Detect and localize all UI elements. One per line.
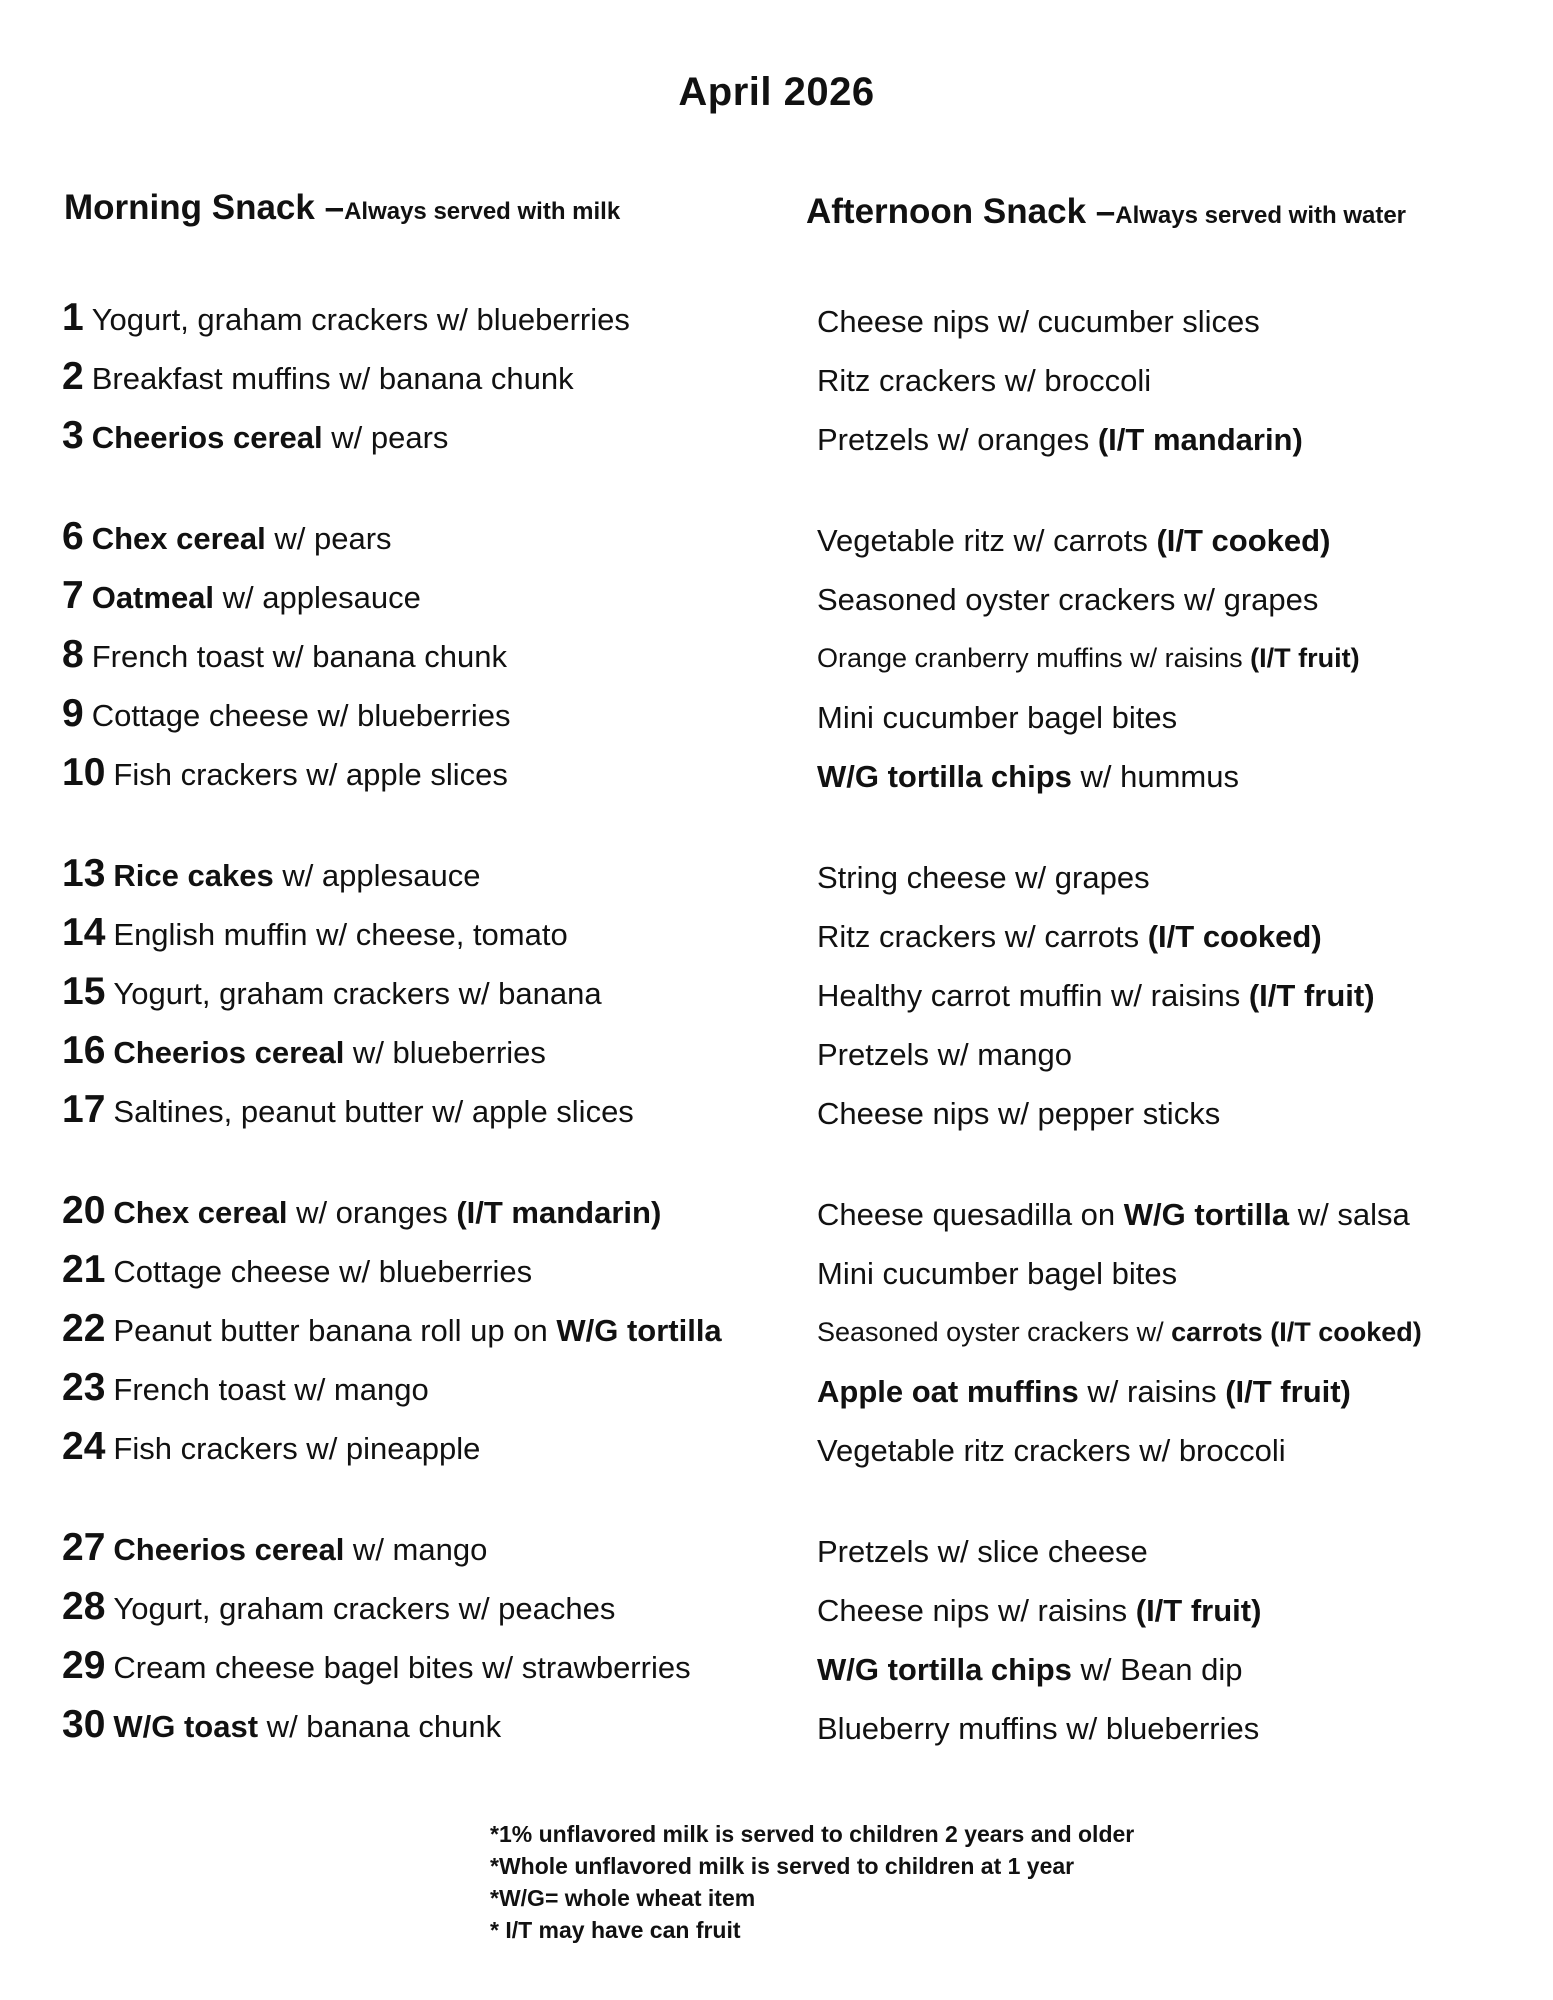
item-text: Mini cucumber bagel bites (817, 700, 1178, 735)
item-bold-text: Chex cereal (91, 521, 266, 556)
morning-snack-list (62, 288, 802, 1754)
afternoon-heading-label: Afternoon Snack – (806, 192, 1116, 231)
item-text: Fish crackers w/ apple slices (113, 757, 508, 792)
item-text: Seasoned oyster crackers w/ (817, 1317, 1172, 1347)
morning-snack-row (62, 1358, 802, 1417)
item-text: Yogurt, graham crackers w/ blueberries (91, 302, 630, 337)
item-text: Fish crackers w/ pineapple (113, 1431, 481, 1466)
item-bold-note: (I/T mandarin) (1097, 422, 1303, 457)
item-text: Mini cucumber bagel bites (817, 1256, 1178, 1291)
item-text: w/ Bean dip (1071, 1652, 1243, 1687)
morning-snack-row (62, 566, 802, 625)
item-tail-text: w/ salsa (1289, 1197, 1410, 1232)
week-gap (817, 1480, 1553, 1522)
item-text: Cheese nips w/ pepper sticks (817, 1096, 1221, 1131)
item-text: w/ applesauce (214, 580, 421, 615)
afternoon-snack-row (817, 351, 1553, 410)
afternoon-snack-row (817, 1084, 1553, 1143)
afternoon-snack-row (817, 1025, 1553, 1084)
item-text: Pretzels w/ mango (817, 1037, 1072, 1072)
day-number: 8 (62, 633, 84, 676)
day-number: 10 (62, 751, 106, 794)
day-number: 9 (62, 692, 84, 735)
afternoon-snack-row (817, 1303, 1553, 1362)
day-number: 13 (62, 852, 106, 895)
item-text: Ritz crackers w/ broccoli (817, 363, 1152, 398)
day-number: 30 (62, 1703, 106, 1746)
item-text: Cottage cheese w/ blueberries (113, 1254, 533, 1289)
item-bold-text: Cheerios cereal (91, 420, 323, 455)
day-number: 21 (62, 1248, 106, 1291)
item-bold-text: Cheerios cereal (113, 1532, 345, 1567)
morning-snack-row (62, 288, 802, 347)
item-text: Pretzels w/ slice cheese (817, 1534, 1148, 1569)
morning-snack-row (62, 625, 802, 684)
item-bold-note: (I/T fruit) (1135, 1593, 1262, 1628)
item-text: Seasoned oyster crackers w/ grapes (817, 582, 1319, 617)
afternoon-snack-row (817, 1185, 1553, 1244)
item-bold-text: W/G tortilla chips (817, 1652, 1072, 1687)
morning-snack-heading (64, 188, 620, 228)
footnote: * I/T may have can fruit (490, 1917, 741, 1943)
day-number: 15 (62, 970, 106, 1013)
item-text: Cheese quesadilla on (817, 1197, 1124, 1232)
week-gap (817, 469, 1553, 511)
afternoon-snack-row (817, 848, 1553, 907)
item-text: Cream cheese bagel bites w/ strawberries (113, 1650, 691, 1685)
day-number: 14 (62, 911, 106, 954)
footnote: *Whole unflavored milk is served to children at 1 year (490, 1853, 1075, 1879)
item-text: String cheese w/ grapes (817, 860, 1150, 895)
item-text: Orange cranberry muffins w/ raisins (817, 643, 1251, 673)
day-number: 2 (62, 355, 84, 398)
item-bold-note: (I/T fruit) (1248, 978, 1375, 1013)
item-bold-text: Chex cereal (113, 1195, 288, 1230)
item-bold-note: (I/T fruit) (1250, 643, 1360, 673)
item-bold-note: (I/T cooked) (1156, 523, 1331, 558)
item-text: Cheese nips w/ raisins (817, 1593, 1136, 1628)
footnote: *W/G= whole wheat item (490, 1885, 756, 1911)
day-number: 17 (62, 1088, 106, 1131)
item-text: w/ banana chunk (258, 1709, 502, 1744)
item-text: w/ pears (322, 420, 449, 455)
item-bold-text: W/G toast (113, 1709, 259, 1744)
item-bold-note: W/G tortilla (556, 1313, 722, 1348)
morning-snack-row (62, 1181, 802, 1240)
day-number: 27 (62, 1526, 106, 1569)
day-number: 24 (62, 1425, 106, 1468)
item-bold-note: (I/T mandarin) (456, 1195, 662, 1230)
item-bold-note: carrots (I/T cooked) (1171, 1317, 1422, 1347)
item-text: French toast w/ banana chunk (91, 639, 508, 674)
item-text: Blueberry muffins w/ blueberries (817, 1711, 1260, 1746)
day-number: 28 (62, 1585, 106, 1628)
afternoon-snack-row (817, 410, 1553, 469)
week-gap (817, 1143, 1553, 1185)
item-text: English muffin w/ cheese, tomato (113, 917, 568, 952)
morning-snack-row (62, 1417, 802, 1476)
item-text: w/ oranges (287, 1195, 457, 1230)
morning-snack-row (62, 1299, 802, 1358)
afternoon-snack-row (817, 1699, 1553, 1758)
week-gap (62, 1476, 802, 1518)
afternoon-snack-row (817, 570, 1553, 629)
afternoon-snack-row (817, 292, 1553, 351)
day-number: 3 (62, 414, 84, 457)
morning-snack-row (62, 1240, 802, 1299)
morning-snack-row (62, 844, 802, 903)
day-number: 1 (62, 296, 84, 339)
item-text: Vegetable ritz w/ carrots (817, 523, 1157, 558)
item-bold-text: Rice cakes (113, 858, 274, 893)
morning-snack-row (62, 1577, 802, 1636)
morning-snack-row (62, 507, 802, 566)
afternoon-snack-row (817, 511, 1553, 570)
item-bold-note: (I/T fruit) (1225, 1374, 1351, 1409)
day-number: 22 (62, 1307, 106, 1350)
afternoon-snack-row (817, 1362, 1553, 1421)
day-number: 7 (62, 574, 84, 617)
afternoon-snack-row (817, 688, 1553, 747)
item-text: w/ applesauce (273, 858, 481, 893)
afternoon-snack-row (817, 907, 1553, 966)
morning-snack-row (62, 962, 802, 1021)
day-number: 23 (62, 1366, 106, 1409)
morning-snack-row (62, 347, 802, 406)
morning-snack-row (62, 903, 802, 962)
afternoon-snack-row (817, 629, 1553, 688)
week-gap (62, 1139, 802, 1181)
item-text: French toast w/ mango (113, 1372, 429, 1407)
item-bold-note: W/G tortilla (1123, 1197, 1290, 1232)
item-bold-text: Cheerios cereal (113, 1035, 345, 1070)
item-text: w/ hummus (1071, 759, 1240, 794)
day-number: 6 (62, 515, 84, 558)
item-text: Breakfast muffins w/ banana chunk (91, 361, 574, 396)
morning-snack-row (62, 684, 802, 743)
item-text: Yogurt, graham crackers w/ banana (113, 976, 602, 1011)
afternoon-subheading: Always served with water (1115, 202, 1407, 229)
morning-snack-row (62, 1695, 802, 1754)
item-text: Saltines, peanut butter w/ apple slices (113, 1094, 634, 1129)
morning-snack-row (62, 1636, 802, 1695)
item-bold-text: Oatmeal (91, 580, 215, 615)
day-number: 20 (62, 1189, 106, 1232)
morning-subheading: Always served with milk (344, 198, 621, 225)
page-title: April 2026 (678, 70, 875, 114)
day-number: 16 (62, 1029, 106, 1072)
week-gap (62, 802, 802, 844)
afternoon-snack-heading (806, 192, 1406, 232)
afternoon-snack-row (817, 1522, 1553, 1581)
morning-snack-row (62, 1021, 802, 1080)
item-text: w/ raisins (1078, 1374, 1226, 1409)
item-text: w/ mango (344, 1532, 488, 1567)
item-text: w/ pears (265, 521, 392, 556)
item-text: Pretzels w/ oranges (817, 422, 1098, 457)
afternoon-snack-row (817, 966, 1553, 1025)
item-text: Cheese nips w/ cucumber slices (817, 304, 1260, 339)
morning-snack-row (62, 1080, 802, 1139)
item-text: Yogurt, graham crackers w/ peaches (113, 1591, 616, 1626)
morning-snack-row (62, 406, 802, 465)
footnotes (490, 1818, 1134, 1946)
morning-snack-row (62, 1518, 802, 1577)
item-bold-note: (I/T cooked) (1147, 919, 1322, 954)
week-gap (817, 806, 1553, 848)
afternoon-snack-row (817, 1640, 1553, 1699)
footnote: *1% unflavored milk is served to children 2 years and older (490, 1821, 1135, 1847)
afternoon-snack-row (817, 1244, 1553, 1303)
item-text: Peanut butter banana roll up on (113, 1313, 557, 1348)
morning-snack-row (62, 743, 802, 802)
afternoon-snack-row (817, 1581, 1553, 1640)
item-text: Healthy carrot muffin w/ raisins (817, 978, 1249, 1013)
item-bold-text: Apple oat muffins (817, 1374, 1079, 1409)
afternoon-snack-list (817, 292, 1553, 1758)
item-text: w/ blueberries (344, 1035, 546, 1070)
item-text: Ritz crackers w/ carrots (817, 919, 1148, 954)
item-text: Cottage cheese w/ blueberries (91, 698, 511, 733)
morning-heading-label: Morning Snack – (64, 188, 345, 227)
item-text: Vegetable ritz crackers w/ broccoli (817, 1433, 1286, 1468)
week-gap (62, 465, 802, 507)
day-number: 29 (62, 1644, 106, 1687)
afternoon-snack-row (817, 747, 1553, 806)
item-bold-text: W/G tortilla chips (817, 759, 1072, 794)
afternoon-snack-row (817, 1421, 1553, 1480)
